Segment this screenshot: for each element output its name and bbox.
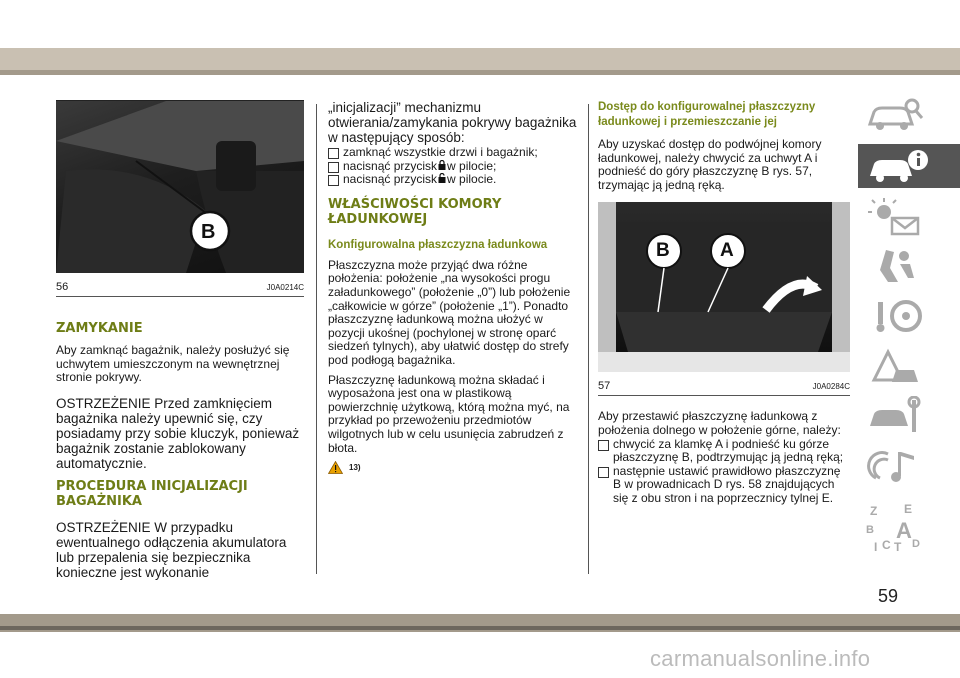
figure-code: J0A0214C <box>266 283 304 292</box>
cargo-floor-text-2: Płaszczyznę ładunkową można składać i wyposażona jest ona w plastikową powierzchnię użytkową, którą można myć, na przykład po przewożeniu przedmiotów wilgotnych lub w celu usunięcia zabrudzeń z błota. <box>328 372 570 455</box>
column-divider <box>588 104 589 574</box>
unlock-icon <box>438 173 446 183</box>
figure-caption-56 <box>56 273 304 297</box>
list-item: następnie ustawić prawidłowo płaszczyznę B w prowadnicach D rys. 58 znajdujących się z obu stron i na poprzecznicy tylnej E. <box>598 465 850 506</box>
warning-triangle-icon <box>328 461 343 474</box>
zamykanie-text: Aby zamknąć bagażnik, należy posłużyć się uchwytem umieszczonym na wewnętrznej stronie pokrywy. <box>56 343 290 385</box>
index-letters-icon[interactable]: Z E B A C T I D <box>866 502 920 554</box>
column-3 <box>598 100 850 506</box>
checkbox-bullet-icon <box>328 175 339 186</box>
steering-key-icon[interactable] <box>858 294 960 338</box>
watermark: carmanualsonline.info <box>650 646 871 671</box>
figure-label-b: B <box>656 240 670 262</box>
checkbox-bullet-icon <box>598 467 609 478</box>
list-item: chwycić za klamkę A i podnieść ku górze płaszczyznę B, podtrzymując ją jedną ręką; <box>598 438 850 465</box>
figure-number: 57 <box>598 380 611 393</box>
note-reference: 13) <box>349 463 361 473</box>
trunk-handle-photo <box>56 100 304 273</box>
move-floor-text: Aby przestawić płaszczyznę ładunkową z położenia dolnego w położenie górne, należy: <box>598 409 841 437</box>
list-item: zamknąć wszystkie drzwi i bagażnik; <box>328 146 578 160</box>
car-tools-icon[interactable] <box>858 394 960 438</box>
figure-caption-57 <box>598 372 850 396</box>
airbag-seat-icon[interactable] <box>858 244 960 288</box>
list-item: nacisnąć przycisk w pilocie. <box>328 173 578 187</box>
warning-text: OSTRZEŻENIE Przed zamknięciem bagażnika należy upewnić się, czy posiadamy przy sobie kluczyk, ponieważ bagażnik zostanie zablokowany automatycznie. <box>56 395 300 471</box>
car-search-icon[interactable] <box>858 94 960 138</box>
checkbox-bullet-icon <box>598 440 609 451</box>
list-item: nacisnąć przycisk w pilocie; <box>328 160 578 174</box>
figure-number: 56 <box>56 281 69 293</box>
column-2 <box>328 100 578 474</box>
section-title-properties: WŁAŚCIWOŚCI KOMORY ŁADUNKOWEJ <box>328 196 502 227</box>
music-icon[interactable] <box>858 444 960 488</box>
checkbox-bullet-icon <box>328 162 339 173</box>
checkbox-bullet-icon <box>328 148 339 159</box>
chapter-sidebar <box>858 92 960 612</box>
subsection-title-access: Dostęp do konfigurowalnej płaszczyzny ładunkowej i przemieszczanie jej <box>598 101 816 128</box>
init-warning-text: OSTRZEŻENIE W przypadku ewentualnego odłączenia akumulatora lub przepalenia się bezpiecznika konieczne jest wykonanie <box>56 519 287 580</box>
header-band <box>0 48 960 74</box>
lock-icon <box>438 160 446 170</box>
lights-mail-icon[interactable] <box>858 194 960 238</box>
init-intro: „inicjalizacji” mechanizmu otwierania/zamykania pokrywy bagażnika w następujący sposób: <box>328 100 577 145</box>
page-number: 59 <box>878 586 899 606</box>
sidebar-item-active[interactable] <box>858 144 960 188</box>
hazard-car-icon[interactable] <box>858 344 960 388</box>
subsection-title-cargo-floor: Konfigurowalna płaszczyzna ładunkowa <box>328 238 548 251</box>
section-title-zamykanie: ZAMYKANIE <box>56 321 143 336</box>
section-title-init: PROCEDURA INICJALIZACJI BAGAŻNIKA <box>56 478 248 509</box>
footer-band <box>0 614 960 632</box>
cargo-floor-photo <box>598 202 850 372</box>
cargo-floor-text: Płaszczyzna może przyjąć dwa różne położenia: położenie „na wysokości progu załadunkowego” (położenie „0”) lub położenie „całkowicie w górze” (położenie „1”). Ponadto płaszczyznę ładunkową można ułożyć w pozycji ukośnej (pochylonej w stronę oparć siedzeń tylnych), aby ułatwić dostęp do strefy pod podłogą bagażnika. <box>328 257 571 367</box>
figure-label-b: B <box>201 221 216 243</box>
car-info-icon <box>866 146 936 186</box>
column-divider <box>316 104 317 574</box>
warning-note <box>328 461 578 474</box>
figure-label-a: A <box>720 240 734 262</box>
access-text: Aby uzyskać dostęp do podwójnej komory ładunkowej, należy chwycić za uchwyt A i podnieść do góry płaszczyznę B rys. 57, trzymając ją jedną ręką. <box>598 137 822 192</box>
figure-code: J0A0284C <box>812 382 850 392</box>
column-1 <box>56 100 304 580</box>
